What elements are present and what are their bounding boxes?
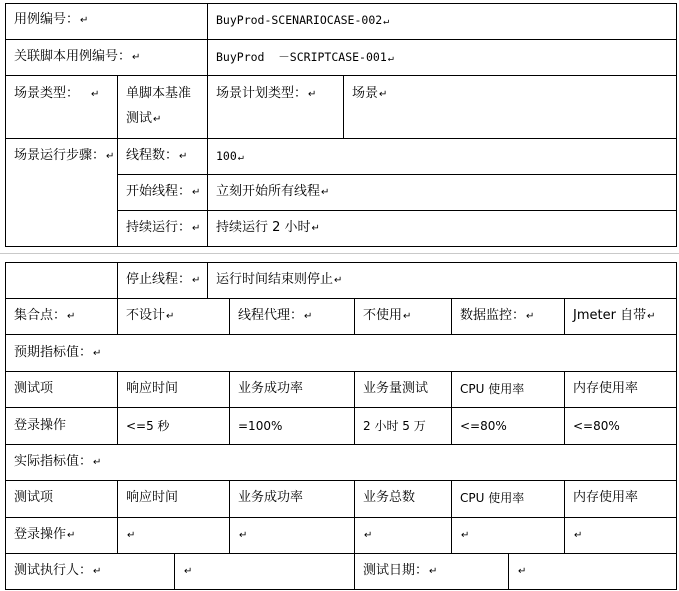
expected-title: 预期指标值：↵ bbox=[14, 345, 102, 360]
threads-label: 线程数：↵ bbox=[126, 148, 188, 163]
start-threads-value: 立刻开始所有线程↵ bbox=[216, 184, 330, 199]
monitor-value: Jmeter 自带↵ bbox=[573, 308, 656, 323]
page-break-line bbox=[0, 253, 679, 254]
duration-label: 持续运行：↵ bbox=[126, 220, 201, 235]
actual-header-success: 业务成功率 bbox=[238, 490, 304, 505]
linked-case-value: BuyProd －SCRIPTCASE-001↵ bbox=[216, 50, 394, 64]
steps-label: 场景运行步骤：↵ bbox=[14, 148, 115, 163]
expected-row-cpu: <=80% bbox=[460, 419, 507, 433]
actual-header-total: 业务总数 bbox=[363, 490, 416, 505]
plan-type-label: 场景计划类型：↵ bbox=[216, 86, 317, 101]
date-value: ↵ bbox=[518, 566, 527, 577]
linked-case-label: 关联脚本用例编号：↵ bbox=[14, 49, 141, 64]
date-label: 测试日期：↵ bbox=[363, 563, 438, 578]
expected-row-response: <=5 秒 bbox=[126, 419, 170, 433]
monitor-label: 数据监控：↵ bbox=[460, 308, 535, 323]
expected-header-item: 测试项 bbox=[14, 381, 54, 396]
expected-header-memory: 内存使用率 bbox=[573, 381, 639, 396]
actual-header-memory: 内存使用率 bbox=[573, 490, 639, 505]
stop-threads-value: 运行时间结束则停止↵ bbox=[216, 272, 343, 287]
actual-header-response: 响应时间 bbox=[126, 490, 179, 505]
scene-type-value-line1: 单脚本基准 bbox=[126, 86, 192, 101]
actual-row-item: 登录操作↵ bbox=[14, 527, 76, 542]
threads-value: 100↵ bbox=[216, 149, 244, 163]
actual-row-total: ↵ bbox=[364, 530, 373, 541]
expected-row-item: 登录操作 bbox=[14, 418, 67, 433]
expected-header-cpu: CPU 使用率 bbox=[460, 382, 525, 396]
actual-row-memory: ↵ bbox=[574, 530, 583, 541]
executor-value: ↵ bbox=[184, 566, 193, 577]
actual-row-cpu: ↵ bbox=[461, 530, 470, 541]
expected-header-volume: 业务量测试 bbox=[363, 381, 429, 396]
expected-row-volume: 2 小时 5 万 bbox=[363, 419, 426, 433]
plan-type-value: 场景↵ bbox=[352, 86, 388, 101]
rendezvous-label: 集合点：↵ bbox=[14, 308, 76, 323]
proxy-value: 不使用↵ bbox=[363, 308, 412, 323]
stop-threads-label: 停止线程：↵ bbox=[126, 272, 201, 287]
scene-type-value-line2: 测试↵ bbox=[126, 111, 162, 126]
expected-header-success: 业务成功率 bbox=[238, 381, 304, 396]
rendezvous-value: 不设计↵ bbox=[126, 308, 175, 323]
actual-title: 实际指标值：↵ bbox=[14, 454, 102, 469]
case-id-value: BuyProd-SCENARIOCASE-002↵ bbox=[216, 13, 390, 27]
actual-header-item: 测试项 bbox=[14, 490, 54, 505]
case-id-label: 用例编号：↵ bbox=[14, 12, 89, 27]
expected-row-success: =100% bbox=[238, 419, 283, 433]
start-threads-label: 开始线程：↵ bbox=[126, 184, 201, 199]
actual-header-cpu: CPU 使用率 bbox=[460, 491, 525, 505]
actual-row-response: ↵ bbox=[127, 530, 136, 541]
proxy-label: 线程代理：↵ bbox=[238, 308, 313, 323]
actual-row-success: ↵ bbox=[239, 530, 248, 541]
expected-header-response: 响应时间 bbox=[126, 381, 179, 396]
executor-label: 测试执行人：↵ bbox=[14, 563, 102, 578]
expected-row-memory: <=80% bbox=[573, 419, 620, 433]
scene-type-label: 场景类型： ↵ bbox=[14, 86, 100, 101]
duration-value: 持续运行 2 小时↵ bbox=[216, 220, 320, 235]
